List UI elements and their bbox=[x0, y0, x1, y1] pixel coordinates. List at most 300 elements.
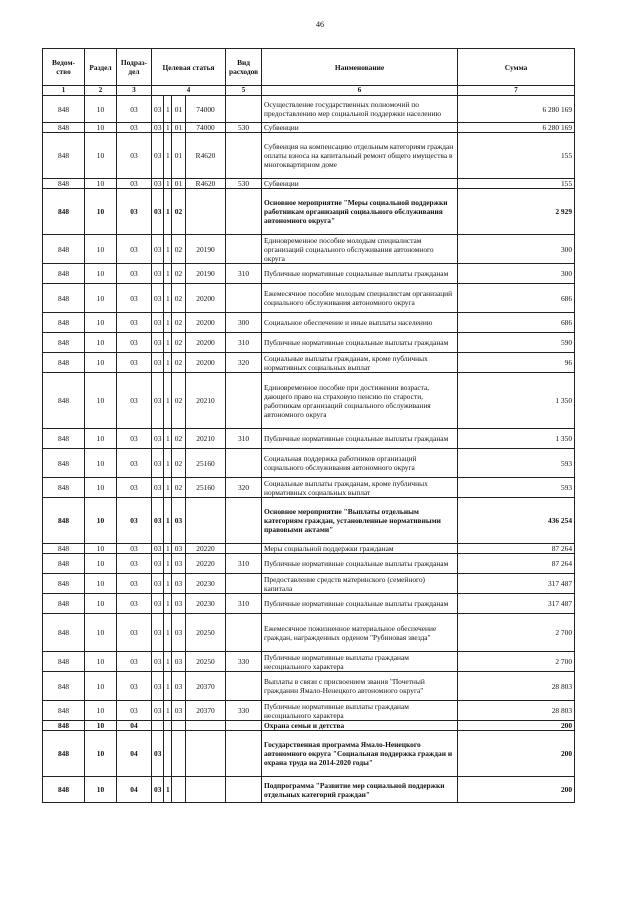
cell-expense-type bbox=[226, 777, 262, 803]
table-row bbox=[43, 777, 575, 803]
cell-target-subprogram: 1 bbox=[164, 235, 172, 264]
table-row bbox=[43, 313, 575, 333]
cell-target-subprogram: 1 bbox=[164, 554, 172, 574]
cell-vedomstvo: 848 bbox=[43, 544, 85, 554]
cell-expense-type: 310 bbox=[226, 554, 262, 574]
cell-vedomstvo: 848 bbox=[43, 123, 85, 133]
cell-target-subprogram: 1 bbox=[164, 373, 172, 429]
cell-podrazdel: 03 bbox=[117, 96, 152, 123]
cell-expense-type: 310 bbox=[226, 594, 262, 614]
cell-target-code: 20370 bbox=[186, 672, 226, 701]
cell-sum: 593 bbox=[458, 478, 575, 498]
cell-name: Социальное обеспечение и иные выплаты населению bbox=[262, 313, 458, 333]
cell-podrazdel: 03 bbox=[117, 264, 152, 284]
cell-name: Ежемесячное пособие молодым специалистам организаций социального обслуживания автономного округа bbox=[262, 284, 458, 313]
cell-razdel: 10 bbox=[85, 333, 117, 353]
cell-target-measure bbox=[172, 721, 186, 731]
table-row bbox=[43, 544, 575, 554]
cell-target-code bbox=[186, 777, 226, 803]
cell-podrazdel: 03 bbox=[117, 429, 152, 449]
cell-target-subprogram: 1 bbox=[164, 544, 172, 554]
cell-target-code bbox=[186, 731, 226, 777]
cell-vedomstvo: 848 bbox=[43, 777, 85, 803]
cell-target-program: 03 bbox=[152, 614, 164, 652]
cell-razdel: 10 bbox=[85, 189, 117, 235]
cell-vedomstvo: 848 bbox=[43, 721, 85, 731]
cell-name: Подпрограмма "Развитие мер социальной поддержки отдельных категорий граждан" bbox=[262, 777, 458, 803]
cell-target-code: 20370 bbox=[186, 701, 226, 721]
cell-target-program: 03 bbox=[152, 652, 164, 672]
cell-expense-type bbox=[226, 672, 262, 701]
cell-razdel: 10 bbox=[85, 353, 117, 373]
cell-vedomstvo: 848 bbox=[43, 284, 85, 313]
cell-target-subprogram: 1 bbox=[164, 429, 172, 449]
cell-vedomstvo: 848 bbox=[43, 449, 85, 478]
cell-target-code: 20200 bbox=[186, 284, 226, 313]
cell-target-subprogram: 1 bbox=[164, 333, 172, 353]
cell-target-program: 03 bbox=[152, 594, 164, 614]
cell-name: Охрана семьи и детства bbox=[262, 721, 458, 731]
cell-target-measure: 02 bbox=[172, 449, 186, 478]
cell-podrazdel: 03 bbox=[117, 179, 152, 189]
cell-target-subprogram: 1 bbox=[164, 652, 172, 672]
cell-target-code: 20250 bbox=[186, 652, 226, 672]
cell-razdel: 10 bbox=[85, 264, 117, 284]
cell-target-subprogram: 1 bbox=[164, 672, 172, 701]
cell-target-measure: 01 bbox=[172, 133, 186, 179]
table-row bbox=[43, 731, 575, 777]
cell-target-code bbox=[186, 189, 226, 235]
cell-podrazdel: 03 bbox=[117, 652, 152, 672]
cell-razdel: 10 bbox=[85, 123, 117, 133]
cell-name: Публичные нормативные выплаты гражданам несоциального характера bbox=[262, 652, 458, 672]
table-row bbox=[43, 672, 575, 701]
cell-name: Публичные нормативные социальные выплаты гражданам bbox=[262, 429, 458, 449]
table-row bbox=[43, 721, 575, 731]
cell-target-program: 03 bbox=[152, 498, 164, 544]
cell-sum: 28 803 bbox=[458, 672, 575, 701]
cell-name: Социальные выплаты гражданам, кроме публичных нормативных социальных выплат bbox=[262, 353, 458, 373]
cell-target-code: 20190 bbox=[186, 264, 226, 284]
cell-razdel: 10 bbox=[85, 594, 117, 614]
cell-target-program: 03 bbox=[152, 133, 164, 179]
cell-target-code bbox=[186, 498, 226, 544]
cell-name: Социальные выплаты гражданам, кроме публичных нормативных социальных выплат bbox=[262, 478, 458, 498]
table-row bbox=[43, 353, 575, 373]
cell-vedomstvo: 848 bbox=[43, 235, 85, 264]
cell-podrazdel: 03 bbox=[117, 284, 152, 313]
cell-vedomstvo: 848 bbox=[43, 554, 85, 574]
cell-name: Социальная поддержка работников организаций социального обслуживания автономного округа bbox=[262, 449, 458, 478]
cell-target-subprogram: 1 bbox=[164, 574, 172, 594]
cell-razdel: 10 bbox=[85, 373, 117, 429]
cell-target-program: 03 bbox=[152, 96, 164, 123]
cell-expense-type bbox=[226, 544, 262, 554]
column-numbers-row bbox=[43, 86, 575, 96]
cell-name: Меры социальной поддержки гражданам bbox=[262, 544, 458, 554]
cell-target-measure: 02 bbox=[172, 284, 186, 313]
cell-name: Публичные нормативные социальные выплаты гражданам bbox=[262, 264, 458, 284]
cell-target-program: 03 bbox=[152, 574, 164, 594]
cell-target-code: 20210 bbox=[186, 429, 226, 449]
table-row bbox=[43, 235, 575, 264]
cell-target-program: 03 bbox=[152, 701, 164, 721]
cell-vedomstvo: 848 bbox=[43, 189, 85, 235]
cell-target-measure: 02 bbox=[172, 235, 186, 264]
column-number: 7 bbox=[458, 86, 575, 96]
cell-target-subprogram: 1 bbox=[164, 264, 172, 284]
table-row bbox=[43, 96, 575, 123]
cell-target-code: 74000 bbox=[186, 96, 226, 123]
cell-target-measure: 03 bbox=[172, 574, 186, 594]
cell-target-code: 20230 bbox=[186, 574, 226, 594]
cell-razdel: 10 bbox=[85, 449, 117, 478]
cell-target-subprogram: 1 bbox=[164, 353, 172, 373]
cell-razdel: 10 bbox=[85, 614, 117, 652]
table-row bbox=[43, 333, 575, 353]
cell-expense-type: 330 bbox=[226, 701, 262, 721]
cell-name: Единовременное пособие молодым специалистам организаций социального обслуживания автономного округа bbox=[262, 235, 458, 264]
table-row bbox=[43, 189, 575, 235]
cell-target-code: 25160 bbox=[186, 478, 226, 498]
cell-target-subprogram: 1 bbox=[164, 498, 172, 544]
table-row bbox=[43, 284, 575, 313]
cell-podrazdel: 03 bbox=[117, 373, 152, 429]
cell-vedomstvo: 848 bbox=[43, 652, 85, 672]
cell-target-program: 03 bbox=[152, 235, 164, 264]
cell-target-measure bbox=[172, 731, 186, 777]
cell-target-measure: 02 bbox=[172, 264, 186, 284]
cell-target-code: R4620 bbox=[186, 133, 226, 179]
column-number: 4 bbox=[152, 86, 226, 96]
cell-podrazdel: 03 bbox=[117, 449, 152, 478]
cell-expense-type: 330 bbox=[226, 652, 262, 672]
cell-target-code: 20220 bbox=[186, 554, 226, 574]
cell-target-program bbox=[152, 721, 164, 731]
cell-target-code: 20200 bbox=[186, 313, 226, 333]
cell-expense-type bbox=[226, 731, 262, 777]
cell-target-measure: 03 bbox=[172, 554, 186, 574]
cell-vedomstvo: 848 bbox=[43, 478, 85, 498]
cell-vedomstvo: 848 bbox=[43, 313, 85, 333]
cell-podrazdel: 03 bbox=[117, 123, 152, 133]
cell-target-subprogram: 1 bbox=[164, 179, 172, 189]
cell-target-program: 03 bbox=[152, 179, 164, 189]
table-row bbox=[43, 478, 575, 498]
cell-name: Субвенции bbox=[262, 179, 458, 189]
cell-razdel: 10 bbox=[85, 498, 117, 544]
cell-target-code: 25160 bbox=[186, 449, 226, 478]
cell-target-subprogram: 1 bbox=[164, 284, 172, 313]
cell-target-subprogram: 1 bbox=[164, 123, 172, 133]
cell-target-measure: 02 bbox=[172, 313, 186, 333]
cell-target-program: 03 bbox=[152, 449, 164, 478]
cell-vedomstvo: 848 bbox=[43, 333, 85, 353]
cell-sum: 87 264 bbox=[458, 554, 575, 574]
cell-target-program: 03 bbox=[152, 731, 164, 777]
cell-target-subprogram: 1 bbox=[164, 777, 172, 803]
cell-podrazdel: 03 bbox=[117, 672, 152, 701]
cell-target-program: 03 bbox=[152, 313, 164, 333]
cell-vedomstvo: 848 bbox=[43, 179, 85, 189]
cell-target-program: 03 bbox=[152, 554, 164, 574]
cell-expense-type: 320 bbox=[226, 353, 262, 373]
cell-target-program: 03 bbox=[152, 123, 164, 133]
cell-target-code: 74000 bbox=[186, 123, 226, 133]
column-number: 3 bbox=[117, 86, 152, 96]
cell-expense-type bbox=[226, 284, 262, 313]
cell-target-code: 20200 bbox=[186, 353, 226, 373]
cell-target-measure: 03 bbox=[172, 544, 186, 554]
cell-sum: 200 bbox=[458, 721, 575, 731]
cell-expense-type: 300 bbox=[226, 313, 262, 333]
header-naimenovanie: Наименование bbox=[262, 49, 458, 86]
cell-razdel: 10 bbox=[85, 574, 117, 594]
cell-expense-type bbox=[226, 96, 262, 123]
cell-razdel: 10 bbox=[85, 235, 117, 264]
cell-name: Основное мероприятие "Выплаты отдельным категориям граждан, установленные нормативными правовыми актами" bbox=[262, 498, 458, 544]
cell-target-program: 03 bbox=[152, 478, 164, 498]
cell-expense-type: 310 bbox=[226, 429, 262, 449]
table-row bbox=[43, 498, 575, 544]
table-row bbox=[43, 449, 575, 478]
cell-target-code: 20220 bbox=[186, 544, 226, 554]
cell-sum: 2 700 bbox=[458, 652, 575, 672]
cell-podrazdel: 03 bbox=[117, 614, 152, 652]
header-vid-rashodov: Вид расходов bbox=[226, 49, 262, 86]
cell-target-subprogram: 1 bbox=[164, 189, 172, 235]
cell-target-subprogram: 1 bbox=[164, 133, 172, 179]
cell-razdel: 10 bbox=[85, 429, 117, 449]
cell-sum: 317 487 bbox=[458, 574, 575, 594]
cell-target-program: 03 bbox=[152, 333, 164, 353]
cell-sum: 1 350 bbox=[458, 429, 575, 449]
cell-sum: 317 487 bbox=[458, 594, 575, 614]
cell-name: Субвенция на компенсацию отдельным категориям граждан оплаты взноса на капитальный ремонт общего имущества в многоквартирном доме bbox=[262, 133, 458, 179]
cell-target-code: 20200 bbox=[186, 333, 226, 353]
cell-razdel: 10 bbox=[85, 544, 117, 554]
cell-name: Ежемесячное пожизненное материальное обеспечение граждан, награжденных орденом "Рубиновая звезда" bbox=[262, 614, 458, 652]
cell-name: Основное мероприятие "Меры социальной поддержки работникам организаций социального обслуживания автономного округа" bbox=[262, 189, 458, 235]
table-row bbox=[43, 429, 575, 449]
cell-target-subprogram: 1 bbox=[164, 478, 172, 498]
cell-name: Осуществление государственных полномочий по предоставлению мер социальной поддержки населению bbox=[262, 96, 458, 123]
cell-vedomstvo: 848 bbox=[43, 614, 85, 652]
cell-razdel: 10 bbox=[85, 701, 117, 721]
cell-razdel: 10 bbox=[85, 284, 117, 313]
cell-sum: 2 700 bbox=[458, 614, 575, 652]
cell-razdel: 10 bbox=[85, 652, 117, 672]
table-row bbox=[43, 264, 575, 284]
cell-expense-type bbox=[226, 235, 262, 264]
cell-target-code: 20210 bbox=[186, 373, 226, 429]
cell-target-subprogram: 1 bbox=[164, 701, 172, 721]
table-row bbox=[43, 123, 575, 133]
cell-vedomstvo: 848 bbox=[43, 594, 85, 614]
cell-vedomstvo: 848 bbox=[43, 353, 85, 373]
column-number: 5 bbox=[226, 86, 262, 96]
cell-podrazdel: 03 bbox=[117, 235, 152, 264]
cell-vedomstvo: 848 bbox=[43, 731, 85, 777]
cell-vedomstvo: 848 bbox=[43, 574, 85, 594]
cell-sum: 6 280 169 bbox=[458, 123, 575, 133]
cell-target-measure: 02 bbox=[172, 333, 186, 353]
cell-vedomstvo: 848 bbox=[43, 498, 85, 544]
cell-razdel: 10 bbox=[85, 731, 117, 777]
cell-target-program: 03 bbox=[152, 544, 164, 554]
cell-name: Единовременное пособие при достижении возраста, дающего право на страховую пенсию по старости, работникам организаций социального обслуживания автономного округа bbox=[262, 373, 458, 429]
cell-sum: 87 264 bbox=[458, 544, 575, 554]
cell-vedomstvo: 848 bbox=[43, 701, 85, 721]
table-row bbox=[43, 373, 575, 429]
cell-vedomstvo: 848 bbox=[43, 264, 85, 284]
cell-sum: 686 bbox=[458, 313, 575, 333]
cell-razdel: 10 bbox=[85, 777, 117, 803]
cell-target-measure: 03 bbox=[172, 614, 186, 652]
cell-sum: 686 bbox=[458, 284, 575, 313]
cell-sum: 590 bbox=[458, 333, 575, 353]
cell-expense-type bbox=[226, 189, 262, 235]
cell-name: Публичные нормативные социальные выплаты гражданам bbox=[262, 333, 458, 353]
cell-podrazdel: 04 bbox=[117, 721, 152, 731]
cell-sum: 593 bbox=[458, 449, 575, 478]
cell-expense-type bbox=[226, 574, 262, 594]
cell-target-measure: 03 bbox=[172, 594, 186, 614]
header-row bbox=[43, 49, 575, 86]
cell-podrazdel: 03 bbox=[117, 544, 152, 554]
header-vedomstvo: Ведом-ство bbox=[43, 49, 85, 86]
cell-target-subprogram: 1 bbox=[164, 96, 172, 123]
cell-sum: 6 280 169 bbox=[458, 96, 575, 123]
cell-podrazdel: 03 bbox=[117, 498, 152, 544]
page-number: 46 bbox=[316, 20, 324, 29]
table-row bbox=[43, 179, 575, 189]
cell-expense-type: 310 bbox=[226, 333, 262, 353]
cell-podrazdel: 03 bbox=[117, 594, 152, 614]
cell-podrazdel: 03 bbox=[117, 333, 152, 353]
cell-vedomstvo: 848 bbox=[43, 429, 85, 449]
cell-target-code: 20250 bbox=[186, 614, 226, 652]
cell-podrazdel: 03 bbox=[117, 313, 152, 333]
cell-sum: 155 bbox=[458, 179, 575, 189]
cell-target-program: 03 bbox=[152, 672, 164, 701]
cell-target-program: 03 bbox=[152, 777, 164, 803]
cell-target-program: 03 bbox=[152, 264, 164, 284]
cell-podrazdel: 03 bbox=[117, 574, 152, 594]
cell-expense-type bbox=[226, 373, 262, 429]
cell-sum: 436 254 bbox=[458, 498, 575, 544]
cell-sum: 200 bbox=[458, 777, 575, 803]
column-number: 2 bbox=[85, 86, 117, 96]
cell-expense-type bbox=[226, 498, 262, 544]
cell-target-subprogram: 1 bbox=[164, 614, 172, 652]
cell-podrazdel: 03 bbox=[117, 189, 152, 235]
cell-razdel: 10 bbox=[85, 96, 117, 123]
cell-podrazdel: 04 bbox=[117, 731, 152, 777]
cell-sum: 300 bbox=[458, 235, 575, 264]
cell-target-subprogram bbox=[164, 731, 172, 777]
cell-target-measure: 02 bbox=[172, 373, 186, 429]
cell-target-subprogram bbox=[164, 721, 172, 731]
cell-target-measure: 03 bbox=[172, 672, 186, 701]
cell-target-measure: 03 bbox=[172, 701, 186, 721]
cell-razdel: 10 bbox=[85, 478, 117, 498]
cell-target-measure: 02 bbox=[172, 353, 186, 373]
cell-sum: 200 bbox=[458, 731, 575, 777]
cell-vedomstvo: 848 bbox=[43, 373, 85, 429]
cell-expense-type bbox=[226, 614, 262, 652]
cell-target-measure: 03 bbox=[172, 498, 186, 544]
cell-podrazdel: 03 bbox=[117, 133, 152, 179]
cell-name: Субвенции bbox=[262, 123, 458, 133]
cell-target-program: 03 bbox=[152, 353, 164, 373]
cell-target-code bbox=[186, 721, 226, 731]
cell-target-subprogram: 1 bbox=[164, 313, 172, 333]
cell-name: Публичные нормативные выплаты гражданам несоциального характера bbox=[262, 701, 458, 721]
budget-table bbox=[42, 48, 575, 803]
column-number: 6 bbox=[262, 86, 458, 96]
cell-target-measure: 03 bbox=[172, 652, 186, 672]
cell-target-program: 03 bbox=[152, 373, 164, 429]
cell-podrazdel: 04 bbox=[117, 777, 152, 803]
table-row bbox=[43, 133, 575, 179]
cell-sum: 1 350 bbox=[458, 373, 575, 429]
cell-target-program: 03 bbox=[152, 429, 164, 449]
cell-target-measure: 01 bbox=[172, 179, 186, 189]
header-summa: Сумма bbox=[458, 49, 575, 86]
cell-razdel: 10 bbox=[85, 179, 117, 189]
cell-target-code: 20230 bbox=[186, 594, 226, 614]
cell-podrazdel: 03 bbox=[117, 353, 152, 373]
cell-name: Публичные нормативные социальные выплаты гражданам bbox=[262, 594, 458, 614]
cell-vedomstvo: 848 bbox=[43, 96, 85, 123]
cell-target-code: R4620 bbox=[186, 179, 226, 189]
cell-target-measure bbox=[172, 777, 186, 803]
header-podrazdel: Подраз-дел bbox=[117, 49, 152, 86]
cell-target-measure: 02 bbox=[172, 478, 186, 498]
table-row bbox=[43, 554, 575, 574]
cell-target-measure: 01 bbox=[172, 96, 186, 123]
cell-podrazdel: 03 bbox=[117, 478, 152, 498]
cell-expense-type: 310 bbox=[226, 264, 262, 284]
cell-target-program: 03 bbox=[152, 189, 164, 235]
table-row bbox=[43, 701, 575, 721]
cell-name: Государственная программа Ямало-Ненецкого автономного округа "Социальная поддержка граждан и охрана труда на 2014-2020 годы" bbox=[262, 731, 458, 777]
table-row bbox=[43, 614, 575, 652]
column-number: 1 bbox=[43, 86, 85, 96]
table-row bbox=[43, 652, 575, 672]
cell-sum: 2 929 bbox=[458, 189, 575, 235]
cell-target-code: 20190 bbox=[186, 235, 226, 264]
cell-razdel: 10 bbox=[85, 721, 117, 731]
cell-name: Публичные нормативные социальные выплаты гражданам bbox=[262, 554, 458, 574]
cell-target-subprogram: 1 bbox=[164, 594, 172, 614]
cell-target-measure: 02 bbox=[172, 189, 186, 235]
cell-target-subprogram: 1 bbox=[164, 449, 172, 478]
table-row bbox=[43, 574, 575, 594]
cell-sum: 155 bbox=[458, 133, 575, 179]
cell-expense-type bbox=[226, 721, 262, 731]
header-razdel: Раздел bbox=[85, 49, 117, 86]
cell-razdel: 10 bbox=[85, 672, 117, 701]
cell-expense-type: 320 bbox=[226, 478, 262, 498]
cell-vedomstvo: 848 bbox=[43, 672, 85, 701]
cell-sum: 96 bbox=[458, 353, 575, 373]
table-row bbox=[43, 594, 575, 614]
cell-razdel: 10 bbox=[85, 554, 117, 574]
cell-expense-type bbox=[226, 133, 262, 179]
cell-expense-type: 530 bbox=[226, 123, 262, 133]
